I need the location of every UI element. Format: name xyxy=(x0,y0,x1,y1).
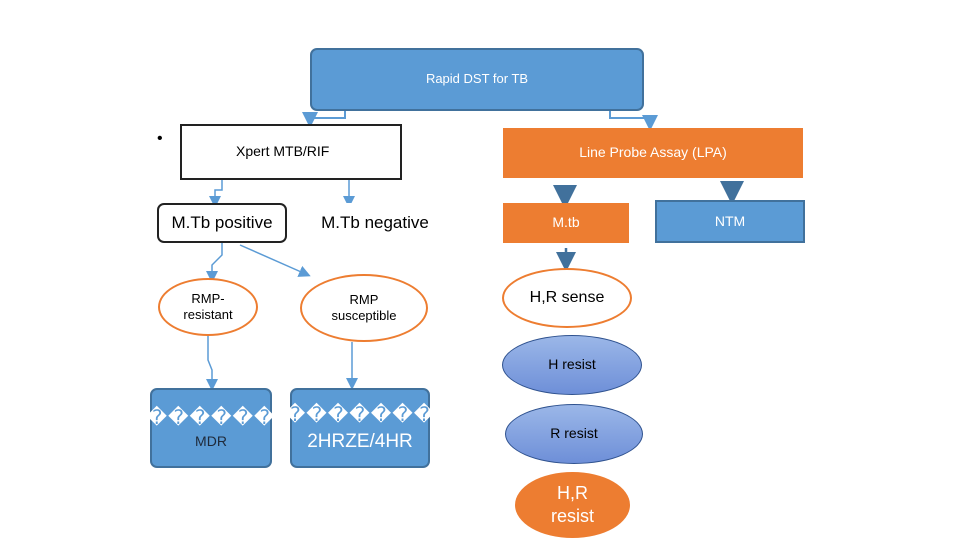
rapid-dst-box xyxy=(310,48,644,111)
mtb-positive-box xyxy=(157,203,287,243)
rmp-susceptible-label: RMP susceptible xyxy=(331,291,397,323)
rmp-resistant-label: RMP- resistant xyxy=(183,290,233,322)
hr-sense-label: H,R sense xyxy=(529,289,605,306)
rapid-dst-label: Rapid DST for TB xyxy=(425,71,529,87)
ntm-label: NTM xyxy=(714,212,746,229)
connector-positive-to-susceptible xyxy=(240,245,308,275)
h-resist-oval xyxy=(502,335,642,395)
mdr-garbled-label: ������ xyxy=(146,406,276,429)
xpert-label: Xpert MTB/RIF xyxy=(236,143,330,160)
rmp-susceptible-oval xyxy=(300,274,428,342)
lpa-box xyxy=(503,128,803,178)
connector-dst-to-lpa xyxy=(610,111,650,127)
connector-positive-to-resistant xyxy=(212,242,222,280)
hr-resist-label: H,R resist xyxy=(550,482,594,526)
connector-xpert-to-positive xyxy=(215,180,222,205)
regimen-garbled-label: ������� xyxy=(284,403,436,426)
h-resist-label: H resist xyxy=(548,356,596,373)
hr-resist-oval xyxy=(515,472,630,538)
mtb-label: M.tb xyxy=(552,214,580,231)
lpa-label: Line Probe Assay (LPA) xyxy=(579,144,727,161)
r-resist-oval xyxy=(505,404,643,464)
xpert-box xyxy=(180,124,402,180)
hr-sense-oval xyxy=(502,268,632,328)
mdr-box xyxy=(146,388,276,468)
regimen-box xyxy=(284,388,436,468)
mtb-box xyxy=(503,203,629,243)
mtb-positive-label: M.Tb positive xyxy=(171,213,273,233)
r-resist-label: R resist xyxy=(550,425,598,442)
mtb-negative-box xyxy=(305,203,445,243)
connector-dst-to-xpert xyxy=(310,111,345,124)
rmp-resistant-oval xyxy=(158,278,258,336)
bullet-marker: • xyxy=(157,130,163,147)
connector-resistant-to-mdr xyxy=(208,335,212,388)
mdr-label: MDR xyxy=(195,432,227,449)
ntm-box xyxy=(655,200,805,243)
mtb-negative-label: M.Tb negative xyxy=(321,213,429,233)
regimen-label: 2HRZE/4HR xyxy=(307,430,413,452)
